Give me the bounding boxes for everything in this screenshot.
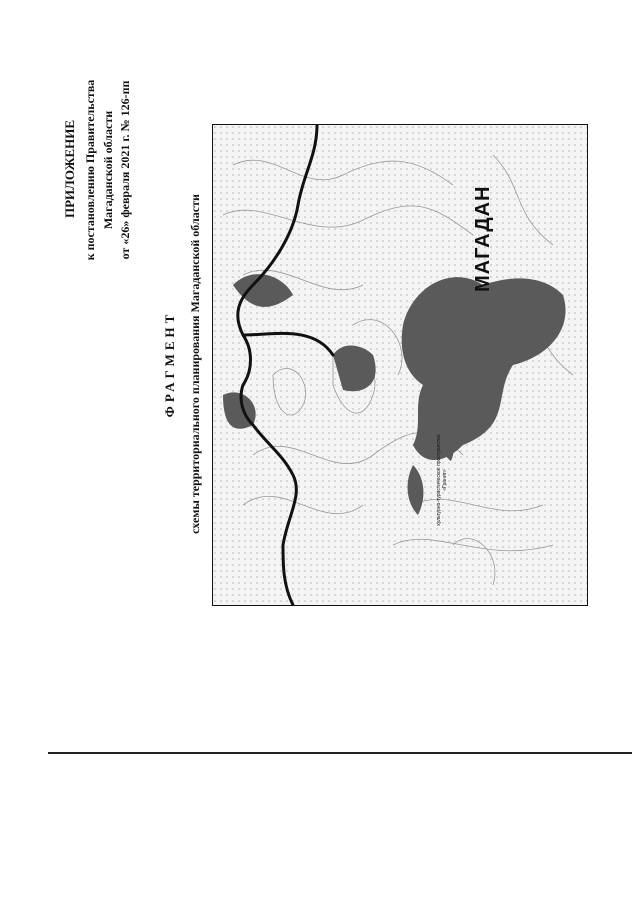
appendix-line-1: к постановлению Правительства	[83, 79, 97, 261]
map-fragment	[212, 124, 588, 606]
terrain-texture	[213, 125, 587, 605]
appendix-line-2: Магаданской области	[101, 110, 115, 230]
map-graphic	[213, 125, 587, 605]
page-divider	[48, 752, 632, 754]
appendix-heading: ПРИЛОЖЕНИЕ	[62, 119, 77, 219]
city-label-magadan: МАГАДАН	[472, 185, 494, 292]
map-annotation: культурно-туристическое пространство «Гранит»	[436, 434, 448, 526]
appendix-line-3: от «26» февраля 2021 г. № 126-пп	[118, 80, 132, 260]
fragment-title: ФРАГМЕНТ	[162, 310, 177, 418]
fragment-subtitle: схемы территориального планирования Магаданской области	[188, 194, 202, 534]
